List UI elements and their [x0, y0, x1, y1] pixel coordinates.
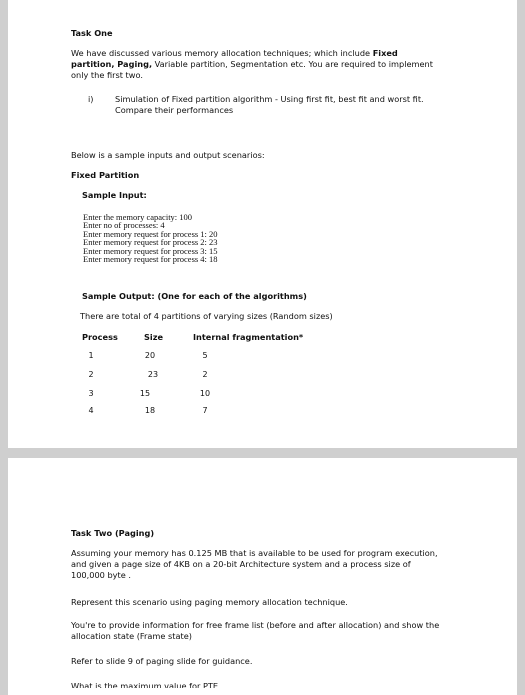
intro-text: We have discussed various memory allocation techniques; which include [71, 48, 373, 58]
table-cell-size: 20 [144, 351, 156, 360]
input-line: Enter memory request for process 1: 20 [83, 228, 218, 239]
task-two-paragraph-cutoff: What is the maximum value for PTE [71, 681, 219, 688]
task-two-paragraph: Refer to slide 9 of paging slide for guidance. [71, 656, 253, 666]
table-cell-process: 1 [88, 351, 94, 360]
fixed-partition-heading: Fixed Partition [71, 170, 140, 180]
table-cell-process: 4 [88, 406, 94, 415]
table-cell-size: 23 [147, 370, 159, 379]
list-marker: i) [88, 94, 94, 104]
partitions-note: There are total of 4 partitions of varying sizes (Random sizes) [80, 311, 333, 321]
sample-input-block [83, 213, 218, 263]
sample-output-heading: Sample Output: (One for each of the algorithms) [82, 291, 307, 301]
task-two-title: Task Two (Paging) [71, 528, 155, 538]
input-line: Enter no of processes: 4 [83, 220, 165, 231]
column-header-fragmentation: Internal fragmentation* [193, 332, 304, 342]
table-cell-size: 18 [144, 406, 156, 415]
input-line: Enter memory request for process 2: 23 [83, 237, 218, 248]
intro-bold-text: Fixed partition, Paging, [71, 48, 398, 69]
table-cell-process: 3 [88, 389, 94, 398]
table-cell-fragmentation: 5 [202, 351, 208, 360]
document-page-1 [8, 0, 517, 448]
task-two-paragraph: Assuming your memory has 0.125 MB that is available to be used for program execution, and given a page size of 4KB on a 20-bit Architecture system and a process size of 100,000 byte . [71, 548, 438, 580]
task-one-item-text: Simulation of Fixed partition algorithm - Using first fit, best fit and worst fit. Compare their performances [115, 94, 424, 115]
task-one-intro [71, 48, 441, 81]
task-two-paragraph: You're to provide information for free frame list (before and after allocation) and show the allocation state (Frame state) [71, 620, 440, 641]
task-one-title: Task One [71, 28, 113, 38]
column-header-size: Size [144, 332, 164, 342]
table-cell-size: 15 [139, 389, 151, 398]
table-cell-fragmentation: 2 [202, 370, 208, 379]
input-line: Enter memory request for process 3: 15 [83, 245, 218, 256]
table-cell-process: 2 [88, 370, 94, 379]
document-page-2 [8, 458, 517, 695]
sample-intro: Below is a sample inputs and output scenarios: [71, 150, 265, 160]
input-line: Enter the memory capacity: 100 [83, 212, 193, 222]
table-cell-fragmentation: 7 [202, 406, 208, 415]
input-line: Enter memory request for process 4: 18 [83, 254, 218, 265]
table-cell-fragmentation: 10 [199, 389, 211, 398]
task-two-paragraph: Represent this scenario using paging memory allocation technique. [71, 597, 348, 607]
sample-input-heading: Sample Input: [82, 190, 147, 200]
column-header-process: Process [82, 332, 118, 342]
intro-text-end: Variable partition, Segmentation etc. You are required to implement only the first two. [71, 59, 433, 80]
